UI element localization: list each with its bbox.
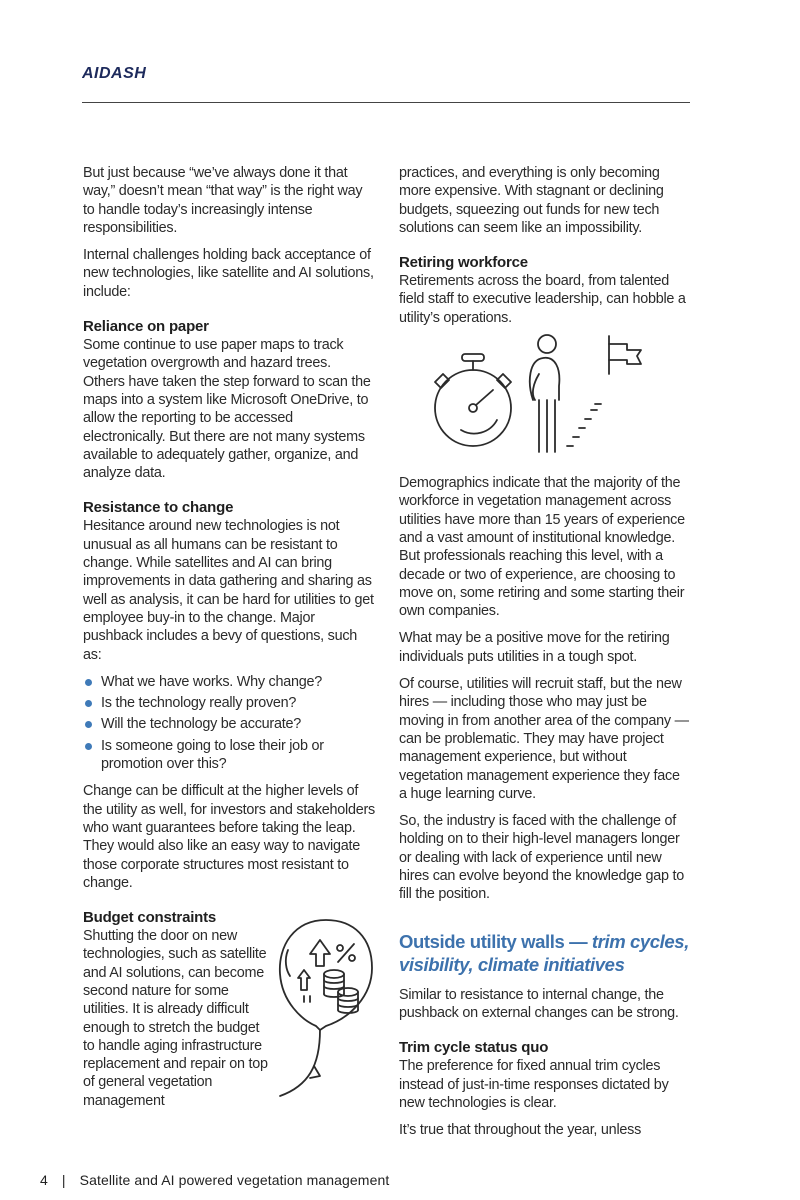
list-item: Will the technology be accurate? [83, 715, 375, 733]
challenges-paragraph: Internal challenges holding back acceptance of new technologies, like satellite and AI solutions, include: [83, 247, 374, 300]
arrows-icon [298, 940, 330, 1002]
flag-icon [609, 336, 641, 374]
retiring-section [399, 253, 691, 327]
page-number: 4 [40, 1172, 48, 1188]
list-item: Is the technology really proven? [83, 694, 375, 712]
page-footer [40, 1172, 389, 1188]
positive-move-paragraph: What may be a positive move for the retiring individuals puts utilities in a tough spot. [399, 630, 670, 665]
person-icon [530, 335, 560, 452]
reliance-heading: Reliance on paper [83, 318, 209, 336]
trim-heading: Trim cycle status quo [399, 1039, 549, 1057]
trim-section [399, 1038, 691, 1112]
resistance-body: Hesitance around new technologies is not unusual as all humans can be resistant to change. While satellites and AI can bring improvements in data gathering and sharing as well as analysis, it can be hard for utilities to get employee buy-in to the change. Major pushback includes a bevy of questions, such as: [83, 518, 374, 663]
retiring-heading: Retiring workforce [399, 254, 528, 272]
budget-heading: Budget constraints [83, 909, 217, 927]
logo-text: AIDASH [82, 65, 147, 80]
outside-heading-main: Outside utility walls — [399, 930, 592, 952]
doodle-marks [286, 950, 290, 976]
footer-separator: | [61, 1172, 66, 1188]
retiring-illustration [431, 334, 651, 456]
outside-body: Similar to resistance to internal change, the pushback on external changes can be strong. [399, 986, 679, 1021]
recruit-paragraph: Of course, utilities will recruit staff, but the new hires — including those who may just be moving in from another area of the company — can be problematic. They may have project management experience, but without vegetation management experience they face a huge learning curve. [399, 676, 689, 802]
footer-title: Satellite and AI powered vegetation management [79, 1172, 390, 1188]
reliance-section [83, 317, 375, 482]
challenge-paragraph: So, the industry is faced with the challenge of holding on to their high-level managers longer or dealing with lack of experience until new hires can evolve beyond the knowledge gap to fill the position. [399, 813, 685, 903]
stairs-dashes [567, 404, 601, 446]
resistance-heading: Resistance to change [83, 499, 234, 517]
budget-illustration [274, 916, 378, 1102]
budget-body: Shutting the door on new technologies, such as satellite and AI solutions, can become second nature for some utilities. It is already difficult enough to stretch the budget to handle aging infrastructure replacement and repair on top of general vegetation management [83, 928, 268, 1109]
outside-heading [399, 930, 691, 976]
demographics-paragraph: Demographics indicate that the majority of the workforce in vegetation management across utilities have more than 15 years of experience and a vast amount of institutional knowledge. But professionals reaching this level, with a decade or two of experience, are choosing to move on, some retiring and some starting their own companies. [399, 475, 685, 620]
reliance-body: Some continue to use paper maps to track vegetation overgrowth and hazard trees. Others have taken the step forward to scan the maps into a system like Microsoft OneDrive, to allow the reporting to be accessed electronically. But there are not many systems available to adequately gather, organize, and analyze data. [83, 337, 371, 482]
header-divider [82, 102, 690, 103]
list-item: What we have works. Why change? [83, 673, 375, 691]
continued-paragraph: practices, and everything is only becoming more expensive. With stagnant or declining budgets, squeezing out funds for new tech solutions can seem like an impossibility. [399, 165, 664, 236]
last-line: It’s true that throughout the year, unless [399, 1122, 642, 1139]
trim-body: The preference for fixed annual trim cycles instead of just-in-time responses dictated by new technologies is clear. [399, 1058, 669, 1111]
resistance-section [83, 498, 375, 892]
change-paragraph: Change can be difficult at the higher levels of the utility as well, for investors and stakeholders who want guarantees before taking the leap. They would also like an easy way to navigate those corporate structures most resistant to change. [83, 783, 375, 891]
stopwatch-icon [435, 354, 511, 446]
coins-icon [324, 970, 358, 1013]
percent-icon [337, 944, 355, 962]
aidash-logo [82, 64, 166, 80]
list-item: Is someone going to lose their job or promotion over this? [83, 737, 375, 774]
intro-paragraph: But just because “we’ve always done it that way,” doesn’t mean “that way” is the right way to handle today’s increasingly intense responsibilities. [83, 165, 363, 236]
questions-list [83, 673, 375, 773]
outside-heading-italic: trim cycles, visibility, climate initiatives [399, 930, 689, 975]
right-column [399, 164, 691, 1148]
retiring-body: Retirements across the board, from talented field staff to executive leadership, can hobble a utility’s operations. [399, 273, 686, 326]
